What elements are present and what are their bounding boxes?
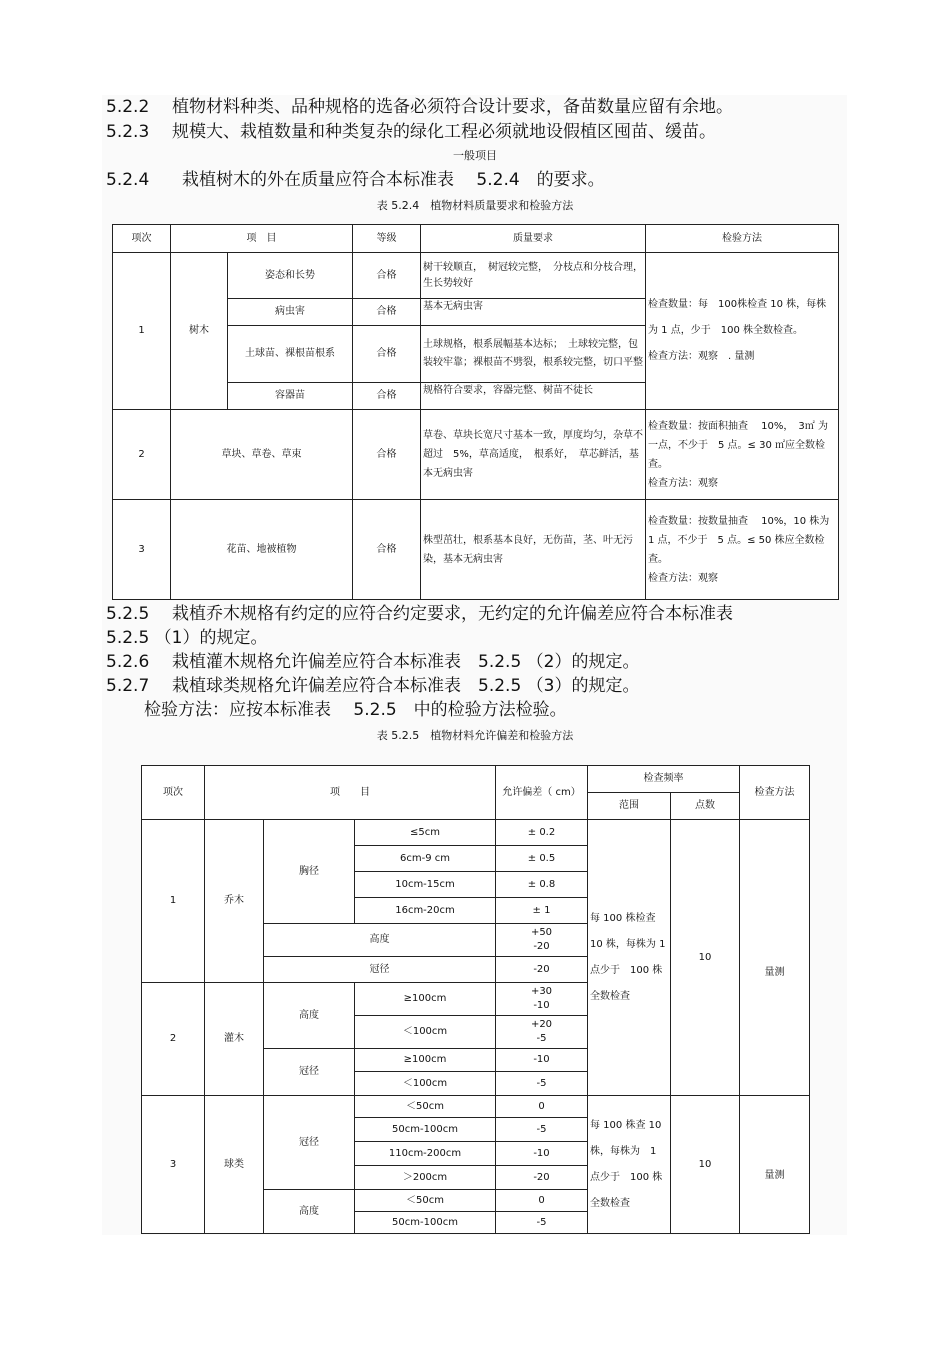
deviation: -5 [496,1212,588,1234]
deviation: ± 0.8 [496,872,588,898]
sub-item: 病虫害 [228,299,353,326]
sub-item: 胸径 [264,820,355,924]
size: 16cm-20cm [355,898,496,924]
deviation: ± 0.2 [496,820,588,846]
row-item: 草块、草卷、草束 [171,410,353,500]
clause-5-2-5-cont: 5.2.5 （1）的规定。 [106,628,268,648]
size: ＜100cm [355,1016,496,1049]
row-no: 1 [113,253,171,410]
size: ＜50cm [355,1096,496,1118]
clause-5-2-3: 5.2.3 规模大、栽植数量和种类复杂的绿化工程必须就地设假植区囤苗、缓苗。 [106,122,716,142]
group-no: 3 [142,1096,205,1234]
grade: 合格 [353,326,421,383]
group-no: 2 [142,983,205,1096]
deviation: ± 0.5 [496,846,588,872]
deviation: -10 [496,1142,588,1166]
header-deviation: 允许偏差（ cm） [496,766,588,820]
grade: 合格 [353,410,421,500]
deviation: -5 [496,1118,588,1142]
header-no: 项次 [113,225,171,253]
check-range: 每 100 株查 10 株，每株为 1 点少于 100 株全数检查 [588,1096,671,1234]
grade: 合格 [353,299,421,326]
sub-item: 冠径 [264,1049,355,1096]
header-method: 检验方法 [646,225,839,253]
table-5-2-5-caption: 表 5.2.5 植物材料允许偏差和检验方法 [376,729,574,742]
deviation: -10 [496,1049,588,1072]
deviation: 0 [496,1096,588,1118]
sub-item: 姿态和长势 [228,253,353,299]
requirement: 规格符合要求，容器完整、树苗不徒长 [421,383,646,410]
deviation: +20 -5 [496,1016,588,1049]
sub-item: 土球苗、裸根苗根系 [228,326,353,383]
check-method: 量测 [740,1096,810,1234]
inspection-method: 检查数量：每 100株检查 10 株，每株为 1 点，少于 100 株全数检查。 检查方法：观察 . 量测 [646,253,839,410]
size: ≥100cm [355,983,496,1016]
deviation: 0 [496,1190,588,1212]
quality-requirements-table [112,224,839,600]
table-5-2-4-caption: 表 5.2.4 植物材料质量要求和检验方法 [376,199,574,212]
check-range: 每 100 株检查 10 株，每株为 1 点少于 100 株全数检查 [588,820,671,1096]
row-item: 花苗、地被植物 [171,500,353,600]
sub-item: 容器苗 [228,383,353,410]
header-item: 项 目 [171,225,353,253]
deviation: ± 1 [496,898,588,924]
size: ≤5cm [355,820,496,846]
header-requirement: 质量要求 [421,225,646,253]
clause-5-2-6: 5.2.6 栽植灌木规格允许偏差应符合本标准表 5.2.5 （2）的规定。 [106,652,640,672]
clause-5-2-5: 5.2.5 栽植乔木规格有约定的应符合约定要求，无约定的允许偏差应符合本标准表 [106,604,733,624]
deviation: +30 -10 [496,983,588,1016]
header-method: 检查方法 [740,766,810,820]
group-category: 乔木 [205,820,264,983]
check-method: 量测 [740,820,810,1096]
row-no: 2 [113,410,171,500]
inspection-method-note: 检验方法：应按本标准表 5.2.5 中的检验方法检验。 [144,700,567,720]
row-no: 3 [113,500,171,600]
size: 6cm-9 cm [355,846,496,872]
group-category: 球类 [205,1096,264,1234]
size: 50cm-100cm [355,1212,496,1234]
deviation: -20 [496,957,588,983]
size: ＜50cm [355,1190,496,1212]
size: 110cm-200cm [355,1142,496,1166]
size: 10cm-15cm [355,872,496,898]
header-no: 项次 [142,766,205,820]
clause-5-2-7: 5.2.7 栽植球类规格允许偏差应符合本标准表 5.2.5 （3）的规定。 [106,676,640,696]
group-category: 灌木 [205,983,264,1096]
size: ≥100cm [355,1049,496,1072]
clause-5-2-2: 5.2.2 植物材料种类、品种规格的选备必须符合设计要求，备苗数量应留有余地。 [106,97,733,117]
grade: 合格 [353,500,421,600]
row-category: 树木 [171,253,228,410]
check-points: 10 [671,820,740,1096]
deviation: -20 [496,1166,588,1190]
requirement: 基本无病虫害 [421,299,646,326]
allowed-deviation-table [141,765,810,1234]
header-range: 范围 [588,793,671,820]
inspection-method: 检查数量：按数量抽查 10%，10 株为 1 点，不少于 5 点。≤ 50 株应全数检查。 检查方法：观察 [646,500,839,600]
deviation: -5 [496,1072,588,1096]
deviation: +50 -20 [496,924,588,957]
header-points: 点数 [671,793,740,820]
clause-5-2-4: 5.2.4 栽植树木的外在质量应符合本标准表 5.2.4 的要求。 [106,170,605,190]
group-no: 1 [142,820,205,983]
inspection-method: 检查数量：按面积抽查 10%， 3㎡ 为一点，不少于 5 点。≤ 30 ㎡应全数检查。 检查方法：观察 [646,410,839,500]
header-grade: 等级 [353,225,421,253]
size: 50cm-100cm [355,1118,496,1142]
sub-item: 高度 [264,1190,355,1234]
size: ＜100cm [355,1072,496,1096]
requirement: 土球规格，根系展幅基本达标； 土球较完整，包装较牢靠；裸根苗不劈裂，根系较完整，切口平整 [421,326,646,383]
sub-item: 高度 [264,983,355,1049]
general-items-heading: 一般项目 [453,149,497,162]
size: 高度 [264,924,496,957]
size: ＞200cm [355,1166,496,1190]
header-frequency: 检查频率 [588,766,740,793]
check-points: 10 [671,1096,740,1234]
grade: 合格 [353,253,421,299]
header-item: 项 目 [205,766,496,820]
requirement: 株型茁壮，根系基本良好，无伤苗，茎、叶无污染，基本无病虫害 [421,500,646,600]
grade: 合格 [353,383,421,410]
size: 冠径 [264,957,496,983]
sub-item: 冠径 [264,1096,355,1190]
requirement: 草卷、草块长宽尺寸基本一致，厚度均匀，杂草不超过 5%，草高适度， 根系好， 草芯鲜活，基本无病虫害 [421,410,646,500]
requirement: 树干较顺直， 树冠较完整， 分枝点和分枝合理，生长势较好 [421,253,646,299]
